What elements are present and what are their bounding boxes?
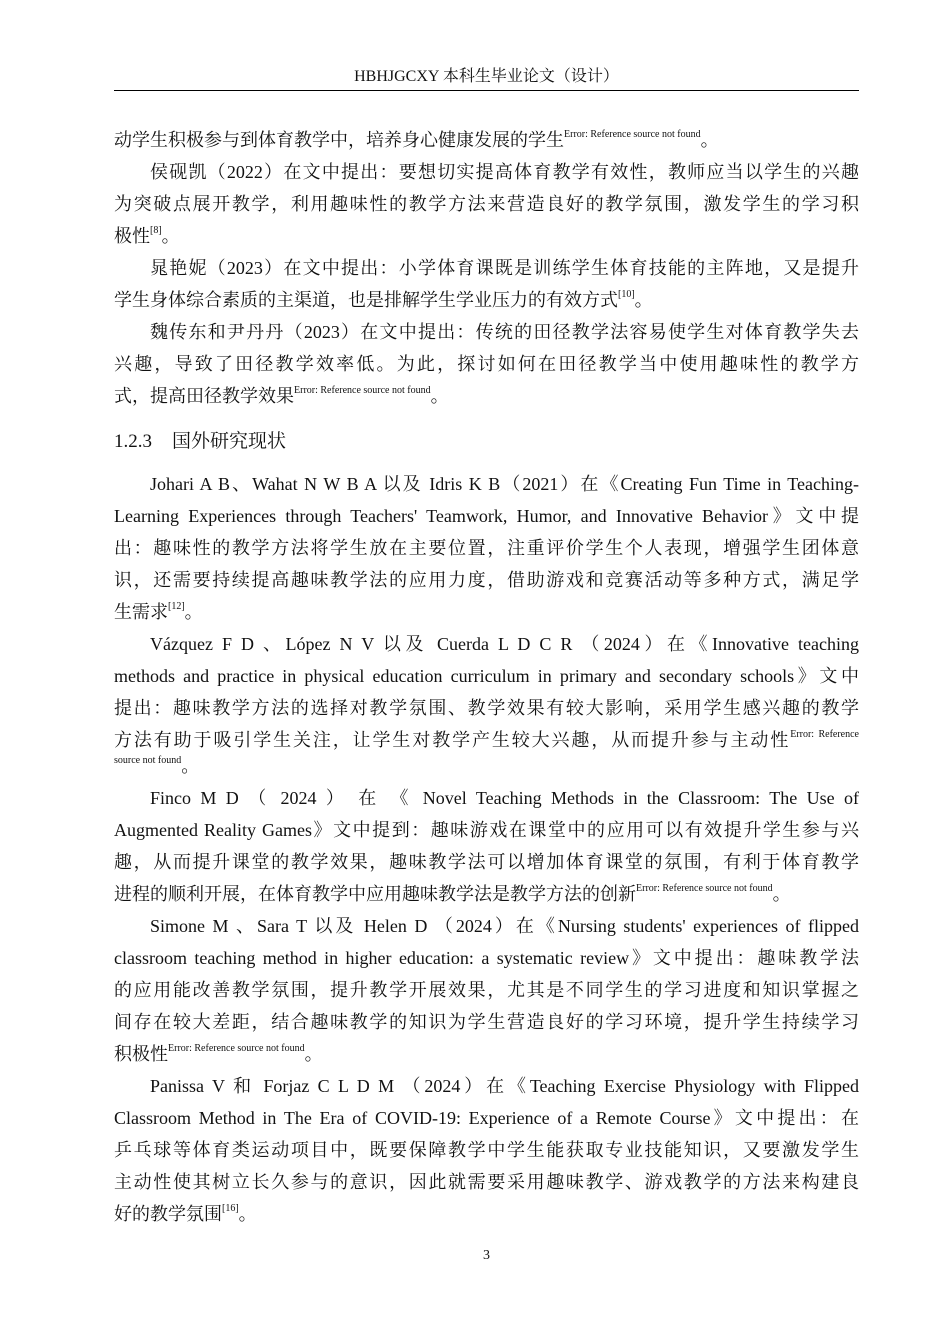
line-text: Finco M D （ 2024 ） 在 《 Novel Teaching Methods in the Classroom: The Use of	[150, 788, 859, 808]
line-text: 趣，从而提升课堂的教学效果，趣味教学法可以增加体育课堂的氛围，有利于体育教学	[114, 852, 859, 872]
line-text: 出：趣味性的教学方法将学生放在主要位置，注重评价学生个人表现，增强学生团体意	[114, 538, 859, 558]
line-text: 晁艳妮（2023）在文中提出：小学体育课既是训练学生体育技能的主阵地，又是提升	[150, 258, 859, 278]
text-line	[114, 124, 859, 156]
line-text: 的应用能改善教学氛围，提升教学开展效果，尤其是不同学生的学习进度和知识掌握之	[114, 980, 859, 1000]
header-divider	[114, 90, 859, 91]
line-text: Simone M 、Sara T 以及 Helen D （2024）在《Nursing students' experiences of flipped	[150, 916, 859, 936]
line-end-punct: 。	[161, 226, 180, 246]
line-text: 间存在较大差距，结合趣味教学的知识为学生营造良好的学习环境，提升学生持续学习	[114, 1012, 859, 1032]
text-line	[114, 756, 859, 782]
line-end-punct: 。	[184, 602, 203, 622]
paragraph	[114, 156, 859, 252]
line-text: 方法有助于吸引学生关注，让学生对教学产生较大兴趣，从而提升参与主动性	[114, 730, 791, 750]
text-line	[114, 220, 859, 252]
page-header: HBHJGCXY 本科生毕业论文（设计）	[354, 68, 619, 85]
citation-ref: source not found	[114, 755, 182, 766]
text-line	[114, 660, 859, 692]
line-text: Learning Experiences through Teachers' Teamwork, Humor, and Innovative Behavior》文中提	[114, 506, 859, 526]
citation-ref: [10]	[618, 289, 635, 300]
line-text: classroom teaching method in higher education: a systematic review》文中提出：趣味教学法	[114, 948, 859, 968]
text-line	[114, 1134, 859, 1166]
line-end-punct: 。	[238, 1204, 257, 1224]
text-line	[114, 252, 859, 284]
text-line	[114, 628, 859, 660]
text-line	[114, 284, 859, 316]
citation-ref: Error: Reference source not found	[564, 129, 701, 140]
text-line	[114, 974, 859, 1006]
line-text: methods and practice in physical education curriculum in primary and secondary schools》文中	[114, 666, 859, 686]
line-text: 式，提高田径教学效果	[114, 386, 294, 406]
line-text: 极性	[114, 226, 150, 246]
text-line	[114, 316, 859, 348]
citation-ref: Error: Reference	[790, 729, 859, 740]
line-text: Augmented Reality Games》文中提到：趣味游戏在课堂中的应用可以有效提升学生参与兴	[114, 820, 859, 840]
section-number: 1.2.3	[114, 431, 152, 452]
text-line	[114, 814, 859, 846]
line-text: 识，还需要持续提高趣味教学法的应用力度，借助游戏和竞赛活动等多种方式，满足学	[114, 570, 859, 590]
text-line	[114, 1006, 859, 1038]
line-text: Classroom Method in The Era of COVID-19: Experience of a Remote Course》文中提出：在	[114, 1108, 859, 1128]
text-line	[114, 692, 859, 724]
line-end-punct: 。	[430, 386, 449, 406]
paragraph	[114, 252, 859, 316]
citation-ref: Error: Reference source not found	[294, 385, 431, 396]
paragraph	[114, 468, 859, 628]
text-line	[114, 1038, 859, 1070]
line-text: 进程的顺利开展，在体育教学中应用趣味教学法是教学方法的创新	[114, 884, 636, 904]
page-number: 3	[483, 1248, 490, 1263]
text-line	[114, 532, 859, 564]
line-text: 好的教学氛围	[114, 1204, 222, 1224]
text-line	[114, 724, 859, 756]
citation-ref: Error: Reference source not found	[636, 883, 773, 894]
text-line	[114, 942, 859, 974]
citation-ref: [8]	[150, 225, 162, 236]
section-title: 国外研究现状	[172, 431, 287, 452]
line-text: 生需求	[114, 602, 168, 622]
line-end-punct: 。	[304, 1044, 323, 1064]
text-line	[114, 348, 859, 380]
text-line	[114, 500, 859, 532]
line-end-punct: 。	[700, 130, 719, 150]
text-line	[114, 910, 859, 942]
text-line	[114, 380, 859, 412]
line-end-punct: 。	[634, 290, 653, 310]
line-text: Vázquez F D 、López N V 以及 Cuerda L D C R （2024）在《Innovative teaching	[150, 634, 859, 654]
line-text: 主动性使其树立长久参与的意识，因此就需要采用趣味教学、游戏教学的方法来构建良	[114, 1172, 859, 1192]
line-end-punct: 。	[772, 884, 791, 904]
text-line	[114, 1070, 859, 1102]
line-text: 学生身体综合素质的主渠道，也是排解学生学业压力的有效方式	[114, 290, 618, 310]
line-text: Johari A B、Wahat N W B A 以及 Idris K B（2021）在《Creating Fun Time in Teaching-	[150, 474, 859, 494]
paragraphs-before-heading	[114, 124, 859, 412]
paragraph	[114, 316, 859, 412]
text-line	[114, 156, 859, 188]
line-text: Panissa V 和 Forjaz C L D M （2024）在《Teaching Exercise Physiology with Flipped	[150, 1076, 859, 1096]
line-text: 为突破点展开教学，利用趣味性的教学方法来营造良好的教学氛围，激发学生的学习积	[114, 194, 859, 214]
text-line	[114, 1102, 859, 1134]
paragraphs-after-heading	[114, 468, 859, 1230]
text-line	[114, 1166, 859, 1198]
line-text: 动学生积极参与到体育教学中，培养身心健康发展的学生	[114, 130, 564, 150]
text-line	[114, 878, 859, 910]
line-text: 积极性	[114, 1044, 168, 1064]
line-end-punct: 。	[181, 756, 200, 776]
text-line	[114, 1198, 859, 1230]
text-line	[114, 188, 859, 220]
text-line	[114, 564, 859, 596]
line-text: 乒乓球等体育类运动项目中，既要保障教学中学生能获取专业技能知识，又要激发学生	[114, 1140, 859, 1160]
paragraph	[114, 910, 859, 1070]
citation-ref: [12]	[168, 601, 185, 612]
text-line	[114, 782, 859, 814]
paragraph	[114, 628, 859, 782]
paragraph	[114, 782, 859, 910]
paragraph	[114, 1070, 859, 1230]
document-body	[114, 124, 859, 1230]
text-line	[114, 468, 859, 500]
text-line	[114, 846, 859, 878]
text-line	[114, 596, 859, 628]
line-text: 提出：趣味教学方法的选择对教学氛围、教学效果有较大影响，采用学生感兴趣的教学	[114, 698, 859, 718]
paragraph	[114, 124, 859, 156]
line-text: 兴趣，导致了田径教学效率低。为此，探讨如何在田径教学当中使用趣味性的教学方	[114, 354, 859, 374]
line-text: 魏传东和尹丹丹（2023）在文中提出：传统的田径教学法容易使学生对体育教学失去	[150, 322, 859, 342]
citation-ref: [16]	[222, 1203, 239, 1214]
citation-ref: Error: Reference source not found	[168, 1043, 305, 1054]
line-text: 侯砚凯（2022）在文中提出：要想切实提高体育教学有效性，教师应当以学生的兴趣	[150, 162, 859, 182]
section-heading	[114, 422, 859, 462]
